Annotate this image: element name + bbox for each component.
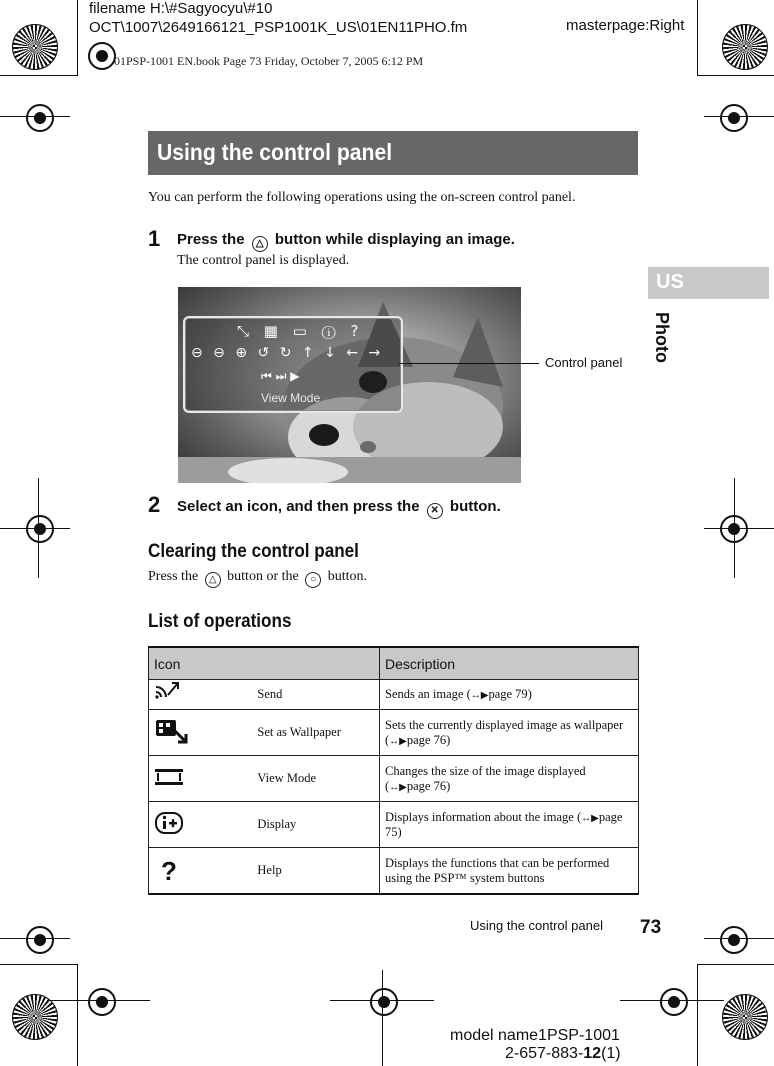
callout-line bbox=[399, 363, 539, 364]
clearing-text: Press the △ button or the ○ button. bbox=[148, 569, 367, 588]
region-label: US bbox=[656, 271, 684, 293]
registration-mark-icon bbox=[720, 926, 748, 954]
control-panel-overlay bbox=[183, 316, 403, 413]
panel-play-icons: ⏮ ⏭ ▶ bbox=[261, 369, 300, 383]
operation-name: Send bbox=[252, 680, 379, 710]
registration-mark-icon bbox=[88, 988, 116, 1016]
model-name: model name1PSP-1001 bbox=[450, 1027, 620, 1044]
display-info-icon bbox=[154, 811, 184, 835]
registration-mark-icon bbox=[88, 42, 116, 70]
step-number: 1 bbox=[148, 226, 161, 251]
operations-table bbox=[148, 646, 639, 895]
table-row bbox=[149, 802, 639, 848]
operation-name: View Mode bbox=[252, 756, 379, 802]
table-header-row bbox=[149, 647, 639, 680]
panel-nav-icons: ⊖ ⊖ ⊕ ↺ ↻ ↑ ↓ ← → bbox=[191, 345, 384, 361]
registration-mark-icon bbox=[370, 988, 398, 1016]
registration-mark-icon bbox=[660, 988, 688, 1016]
panel-mode-label: View Mode bbox=[261, 391, 321, 405]
step-number: 2 bbox=[148, 492, 161, 517]
operation-description: Sets the currently displayed image as wallpaper (↔▶page 76) bbox=[380, 710, 639, 756]
registration-star-icon bbox=[722, 24, 768, 70]
operation-description: Changes the size of the image displayed (↔▶page 76) bbox=[380, 756, 639, 802]
list-heading: List of operations bbox=[148, 611, 292, 632]
operation-description: Sends an image (↔▶page 79) bbox=[380, 680, 639, 710]
wallpaper-icon bbox=[154, 718, 188, 744]
operation-name: Display bbox=[252, 802, 379, 848]
registration-mark-icon bbox=[26, 515, 54, 543]
triangle-button-icon: △ bbox=[205, 572, 221, 588]
operation-name: Help bbox=[252, 848, 379, 895]
running-footer-title: Using the control panel bbox=[470, 918, 603, 933]
table-row bbox=[149, 848, 639, 895]
book-info: 01PSP-1001 EN.book Page 73 Friday, October 7, 2005 6:12 PM bbox=[114, 54, 424, 68]
table-row bbox=[149, 710, 639, 756]
svg-text:?: ? bbox=[161, 855, 177, 883]
step-2-instruction: Select an icon, and then press the ✕ button. bbox=[177, 498, 501, 519]
registration-mark-icon bbox=[26, 104, 54, 132]
table-row bbox=[149, 756, 639, 802]
clearing-heading: Clearing the control panel bbox=[148, 541, 359, 562]
cross-button-icon: ✕ bbox=[427, 503, 443, 519]
operation-name: Set as Wallpaper bbox=[252, 710, 379, 756]
panel-top-icons: ⤡ ▦ ▭ ⓘ ? bbox=[237, 322, 364, 340]
page-title: Using the control panel bbox=[157, 139, 393, 165]
step-1-note: The control panel is displayed. bbox=[177, 253, 350, 268]
column-header-description: Description bbox=[380, 647, 639, 680]
model-part-number: 2-657-883-12(1) bbox=[505, 1045, 621, 1062]
circle-button-icon: ○ bbox=[305, 572, 321, 588]
column-header-icon: Icon bbox=[149, 647, 380, 680]
triangle-button-icon: △ bbox=[252, 236, 268, 252]
filename-line-1: filename H:\#Sagyocyu\#10 bbox=[89, 0, 273, 17]
intro-text: You can perform the following operations using the on-screen control panel. bbox=[148, 190, 576, 205]
section-title-bar bbox=[148, 131, 638, 175]
masterpage-label: masterpage:Right bbox=[566, 17, 685, 34]
table-row bbox=[149, 680, 639, 710]
page-number: 73 bbox=[640, 917, 662, 938]
callout-label: Control panel bbox=[545, 355, 623, 370]
registration-mark-icon bbox=[26, 926, 54, 954]
registration-star-icon bbox=[12, 24, 58, 70]
send-icon bbox=[154, 681, 180, 705]
filename-line-2: OCT\1007\2649166121_PSP1001K_US\01EN11PHO.fm bbox=[89, 19, 468, 36]
chapter-tab-label: Photo bbox=[652, 312, 672, 363]
view-mode-icon bbox=[154, 767, 184, 787]
help-icon bbox=[154, 855, 184, 883]
step-1-instruction: Press the △ button while displaying an image. bbox=[177, 231, 515, 252]
region-tab bbox=[648, 267, 769, 299]
registration-star-icon bbox=[722, 994, 768, 1040]
registration-mark-icon bbox=[720, 104, 748, 132]
operation-description: Displays the functions that can be performed using the PSP™ system buttons bbox=[380, 848, 639, 895]
operation-description: Displays information about the image (↔▶page 75) bbox=[380, 802, 639, 848]
